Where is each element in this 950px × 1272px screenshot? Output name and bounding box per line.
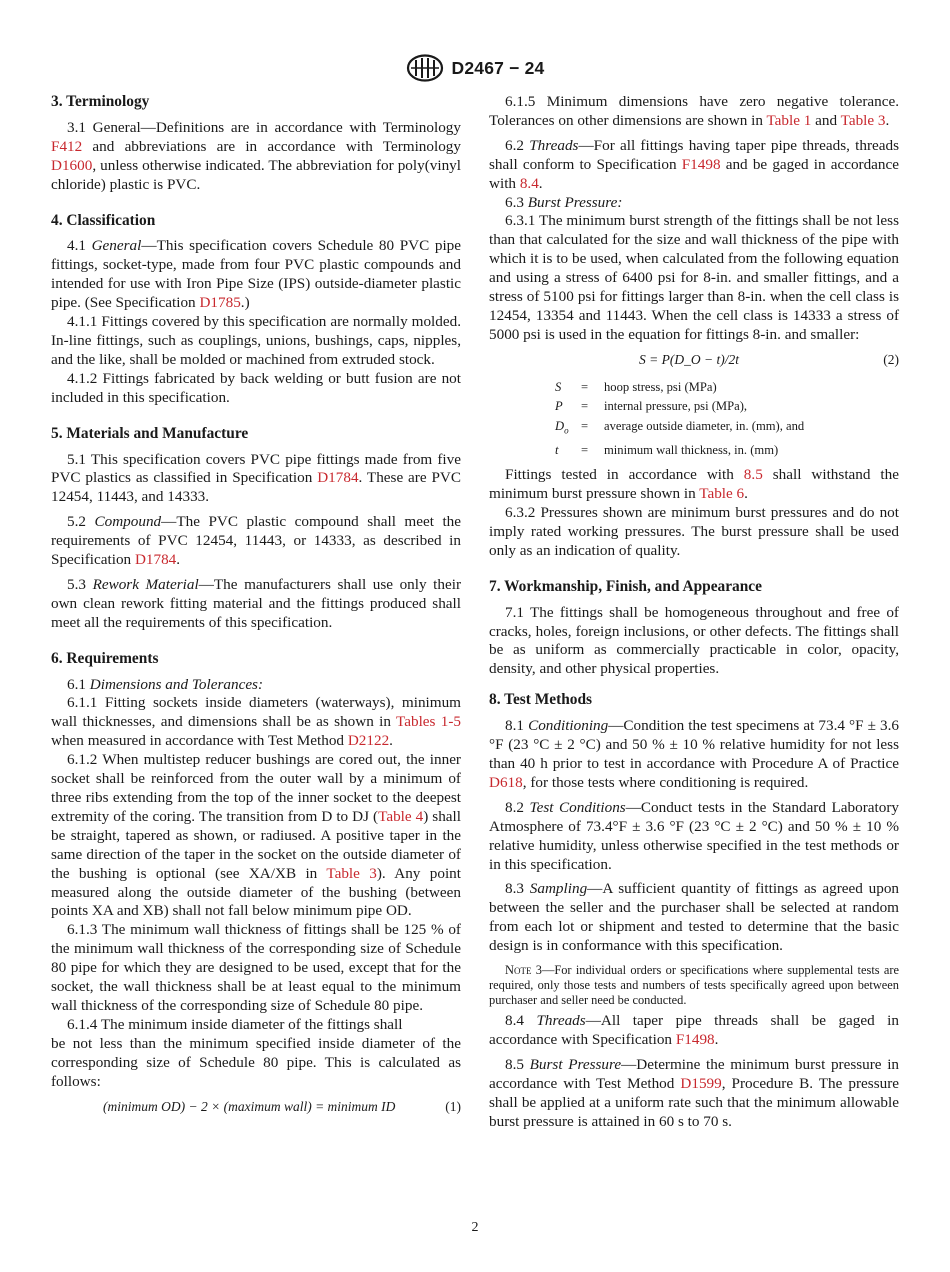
ref-table-3-link[interactable]: Table 3 [326, 864, 377, 882]
document-designation: D2467 − 24 [451, 57, 545, 78]
ref-table-4-link[interactable]: Table 4 [378, 807, 424, 825]
paragraph-6-1-4-start: 6.1.4 The minimum inside diameter of the fittings shall [67, 1015, 403, 1033]
paragraph-5-3: 5.3 Rework Material—The manufacturers shall use only their own clean rework fitting material and the fittings produced shall meet all the requirements of this specification. [51, 575, 461, 631]
ref-d618-link[interactable]: D618 [489, 773, 523, 791]
equation-1 [51, 1098, 461, 1117]
variable-row: P = internal pressure, psi (MPa), [555, 399, 748, 414]
paragraph-8-4: 8.4 Threads—All taper pipe threads shall be gaged in accordance with Specification F1498. [489, 1012, 899, 1048]
ref-d1599-link[interactable]: D1599 [680, 1074, 722, 1092]
ref-d1784-link[interactable]: D1784 [317, 469, 359, 487]
paragraph-8-2: 8.2 Test Conditions—Conduct tests in the Standard Laboratory Atmosphere of 73.4°F ± 3.6 °F (23 °C ± 2 °C) and 50 % ± 10 % relative humidity, unless otherwise specified in the test methods or in this specification. [489, 798, 899, 873]
ref-d2122-link[interactable]: D2122 [347, 732, 390, 750]
paragraph-6-1-4-cont: be not less than the minimum specified inside diameter of the corresponding size of Schedule 80 pipe. This is calculated as follows: [51, 1034, 461, 1090]
ref-table-3-link[interactable]: Table 3 [840, 111, 886, 129]
variable-definitions [555, 378, 899, 461]
paragraph-6-1-2: 6.1.2 When multistep reducer bushings are cored out, the inner socket shall be reinforced from the outer wall by a minimum of three ribs extending from the top of the inner socket to the deepest extremity of the coring. The transition from D to DJ (Table 4) shall be straight, tapered as shown, or radiused. A positive taper in the same direction of the taper in the socket on the outside diameter of the bushing is optional (see XA/XB in Table 3). Any point measured along the outside diameter of the bushing (between points XA and XB) shall not fall below minimum pipe OD. [51, 751, 461, 920]
variable-row: $D_o$ = average outside diameter, in. (mm), and [555, 418, 805, 436]
ref-f1498-link[interactable]: F1498 [675, 1030, 715, 1048]
page-header [0, 54, 950, 82]
paragraph-4-1: 4.1 General—This specification covers Schedule 80 PVC pipe fittings, socket-type, made from four PVC plastic compounds and intended for use with Iron Pipe Size (IPS) outside-diameter plastic pipe. (See Specification D1785.) [51, 237, 461, 312]
paragraph-6-1-5: 6.1.5 Minimum dimensions have zero negative tolerance. Tolerances on other dimensions are shown in Table 1 and Table 3. [489, 93, 899, 129]
paragraph-6-3-2: 6.3.2 Pressures shown are minimum burst pressures and do not imply rated working pressures. The burst pressure shall be used only as an indication of quality. [489, 504, 899, 559]
ref-tables-1-5-link[interactable]: Tables 1-5 [396, 713, 462, 731]
paragraph-8-1: 8.1 Conditioning—Condition the test specimens at 73.4 °F ± 3.6 °F (23 °C ± 2 °C) and 50 % ± 10 % relative humidity for not less than 40 h prior to test in accordance with Procedure A of Practice D618, for those tests where conditioning is required. [489, 717, 900, 791]
paragraph-8-3: 8.3 Sampling—A sufficient quantity of fittings as agreed upon between the seller and the purchaser shall be selected at random from each lot or shipment and tested to determine that the basic design is in conformance with this specification. [489, 880, 900, 955]
left-column [51, 93, 461, 1116]
paragraph-6-1-1: 6.1.1 Fitting sockets inside diameters (waterways), minimum wall thicknesses, and dimensions shall be as shown in Tables 1-5 when measured in accordance with Test Method D2122. [51, 694, 462, 750]
paragraph-6-3-1: 6.3.1 The minimum burst strength of the fittings shall be not less than that calculated for the size and wall thickness of the pipe with which it is to be used, when calculated from the following equation and using a stress of 6400 psi for 8-in. and smaller fittings, and a stress of 5100 psi for fittings larger than 8-in. when the cell class is 12454, 13354 and 11443. When the cell class is 14333 a stress of 5000 psi is used in the equation for fittings 8-in. and smaller: [489, 212, 899, 343]
page-number: 2 [471, 1220, 479, 1235]
equation-2-number: (2) [883, 351, 899, 367]
ref-f412-link[interactable]: F412 [51, 137, 83, 155]
equation-2-expression: S = P(D_O − t)/2t [639, 351, 739, 367]
paragraph-3-1: 3.1 General—Definitions are in accordance with Terminology F412 and abbreviations are in accordance with Terminology D1600, unless otherwise indicated. The abbreviation for poly(vinyl chloride) plastic is PVC. [51, 118, 461, 193]
section-8-title: 8. Test Methods [489, 691, 593, 709]
variable-row: t = minimum wall thickness, in. (mm) [555, 442, 779, 457]
ref-f1498-link[interactable]: F1498 [681, 155, 721, 173]
ref-d1785-link[interactable]: D1785 [199, 294, 241, 312]
paragraph-4-1-2: 4.1.2 Fittings fabricated by back welding or butt fusion are not included in this specification. [51, 369, 461, 406]
paragraph-6-1-3: 6.1.3 The minimum wall thickness of fittings shall be 125 % of the minimum wall thickness of the corresponding size of Schedule 80 pipe for which they are designed to be used, except that for the socket, the wall thickness shall be at least equal to the minimum wall thickness of the corresponding size of Schedule 80 pipe. [51, 921, 461, 1014]
section-4-title: 4. Classification [51, 211, 156, 229]
equation-2 [489, 351, 899, 370]
section-3-title: 3. Terminology [51, 93, 150, 110]
section-6-title: 6. Requirements [51, 649, 159, 667]
astm-logo-icon [406, 54, 444, 82]
paragraph-5-2: 5.2 Compound—The PVC plastic compound shall meet the requirements of PVC 12454, 11443, or 14333, as described in Specification D1784. [51, 513, 462, 569]
paragraph-4-1-1: 4.1.1 Fittings covered by this specification are normally molded. In-line fittings, such as couplings, unions, bushings, caps, nipples, and the like, shall be molded or machined from extruded stock. [51, 313, 461, 368]
paragraph-6-1: 6.1 Dimensions and Tolerances: [67, 675, 264, 693]
note-3: Note 3—For individual orders or specifications where supplemental tests are required, only those tests and numbers of tests specifically agreed upon between purchaser and seller need be conducted. [489, 963, 899, 1008]
right-column [489, 93, 899, 1131]
variable-row: S = hoop stress, psi (MPa) [555, 379, 717, 394]
paragraph-8-5: 8.5 Burst Pressure—Determine the minimum burst pressure in accordance with Test Method D1599, Procedure B. The pressure shall be applied at a uniform rate such that the minimum allowable burst pressure is attained in 60 s to 70 s. [489, 1055, 900, 1130]
equation-1-number: (1) [445, 1098, 461, 1114]
ref-table-6-link[interactable]: Table 6 [699, 485, 745, 503]
paragraph-7-1: 7.1 The fittings shall be homogeneous throughout and free of cracks, holes, foreign inclusions, or other defects. The fittings shall be as uniform as commercially practicable in color, opacity, density, and other physical properties. [489, 603, 899, 678]
ref-8-5-link[interactable]: 8.5 [743, 466, 763, 484]
paragraph-5-1: 5.1 This specification covers PVC pipe fittings made from five PVC plastics as classified in Specification D1784. These are PVC 12454, 11443, and 14333. [51, 450, 461, 506]
ref-d1600-link[interactable]: D1600 [51, 156, 93, 174]
paragraph-6-3: 6.3 Burst Pressure: [505, 193, 623, 211]
ref-d1784-link[interactable]: D1784 [134, 551, 177, 569]
equation-1-expression: (minimum OD) − 2 × (maximum wall) = minimum ID [103, 1098, 396, 1114]
ref-8-4-link[interactable]: 8.4 [519, 174, 539, 192]
paragraph-6-3-1-cont: Fittings tested in accordance with 8.5 shall withstand the minimum burst pressure shown in Table 6. [489, 466, 899, 503]
section-7-title: 7. Workmanship, Finish, and Appearance [489, 577, 762, 595]
section-5-title: 5. Materials and Manufacture [51, 424, 249, 442]
ref-table-1-link[interactable]: Table 1 [766, 111, 812, 129]
paragraph-6-2: 6.2 Threads—For all fittings having taper pipe threads, threads shall conform to Specification F1498 and be gaged in accordance with 8.4. [489, 136, 900, 192]
